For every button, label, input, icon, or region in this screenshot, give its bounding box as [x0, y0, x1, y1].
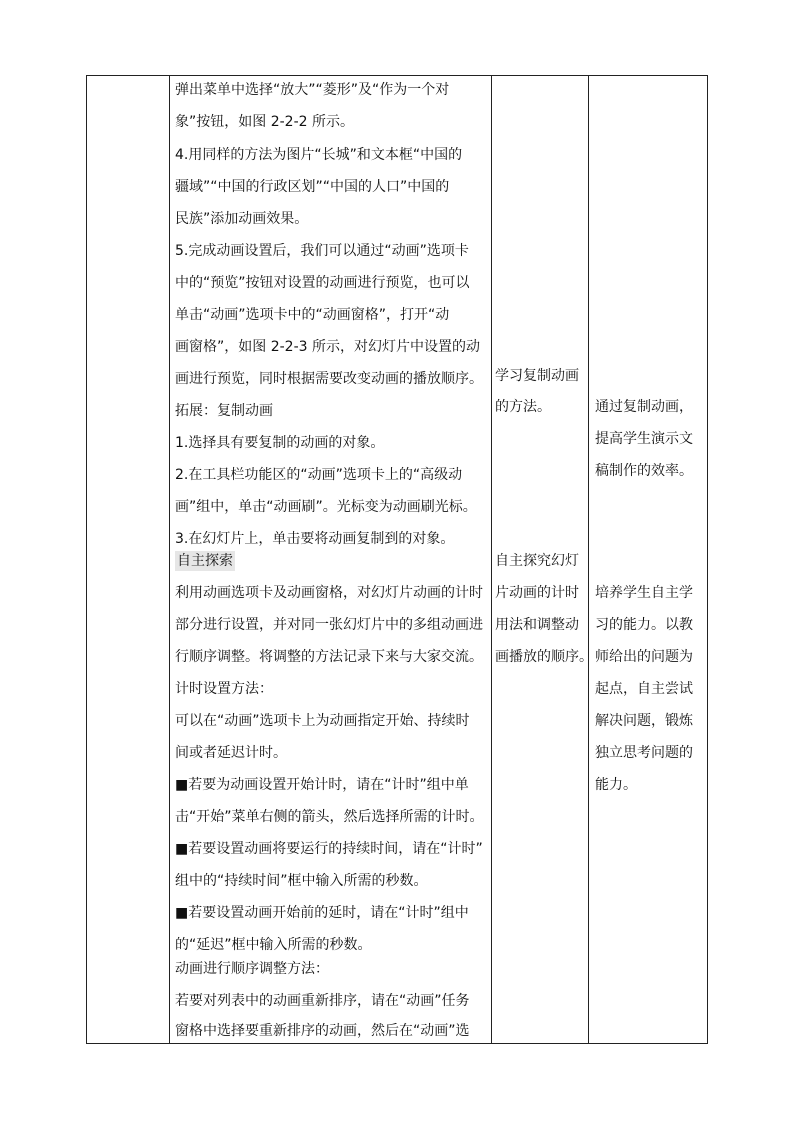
student-line: 的方法。 — [495, 399, 551, 415]
content-line: 1.选择具有要复制的动画的对象。 — [175, 435, 385, 451]
content-line: 5.完成动画设置后，我们可以通过“动画”选项卡 — [175, 243, 469, 259]
content-line: 击“开始”菜单右侧的箭头，然后选择所需的计时。 — [175, 809, 484, 825]
purpose-line: 起点，自主尝试 — [595, 681, 693, 697]
content-line: 4.用同样的方法为图片“长城”和文本框“中国的 — [175, 147, 463, 163]
content-line: 部分进行设置，并对同一张幻灯片中的多组动画进 — [175, 617, 483, 633]
student-line: 片动画的计时 — [495, 585, 579, 601]
teaching-content-cell — [169, 76, 491, 1043]
purpose-line: 习的能力。以教 — [595, 617, 693, 633]
content-line: 画”组中，单击“动画刷”。光标变为动画刷光标。 — [175, 499, 477, 515]
purpose-line: 独立思考问题的 — [595, 745, 693, 761]
purpose-line: 稿制作的效率。 — [595, 463, 693, 479]
content-line: 若要对列表中的动画重新排序，请在“动画”任务 — [175, 993, 470, 1009]
content-line: ■若要设置动画开始前的延时，请在“计时”组中 — [175, 905, 469, 921]
content-line: 3.在幻灯片上，单击要将动画复制到的对象。 — [175, 531, 455, 547]
section-heading: 计时设置方法： — [175, 681, 273, 697]
content-line: 利用动画选项卡及动画窗格，对幻灯片动画的计时 — [175, 585, 483, 601]
content-line: 2.在工具栏功能区的“动画”选项卡上的“高级动 — [175, 467, 463, 483]
content-line: ■若要为动画设置开始计时，请在“计时”组中单 — [175, 777, 469, 793]
content-line: 的“延迟”框中输入所需的秒数。 — [175, 937, 372, 953]
content-line: 单击“动画”选项卡中的“动画窗格”，打开“动 — [175, 307, 450, 323]
content-line: ■若要设置动画将要运行的持续时间，请在“计时” — [175, 841, 483, 857]
content-line: 民族”添加动画效果。 — [175, 211, 309, 227]
purpose-line: 师给出的问题为 — [595, 649, 693, 665]
section-heading: 动画进行顺序调整方法： — [175, 961, 329, 977]
student-line: 自主探究幻灯 — [495, 553, 579, 569]
purpose-line: 解决问题，锻炼 — [595, 713, 693, 729]
purpose-line: 能力。 — [595, 777, 637, 793]
purpose-line: 通过复制动画， — [595, 399, 693, 415]
student-activity-cell — [491, 76, 593, 1043]
student-line: 用法和调整动 — [495, 617, 579, 633]
purpose-line: 提高学生演示文 — [595, 431, 693, 447]
content-line: 弹出菜单中选择“放大”“菱形”及“作为一个对 — [175, 82, 450, 98]
teacher-col-cell — [87, 76, 169, 1043]
section-heading: 拓展：复制动画 — [175, 403, 273, 419]
content-line: 行顺序调整。将调整的方法记录下来与大家交流。 — [175, 649, 483, 665]
lesson-table — [86, 75, 708, 1044]
student-line: 画播放的顺序。 — [495, 649, 593, 665]
purpose-line: 培养学生自主学 — [595, 585, 693, 601]
content-line: 疆域”“中国的行政区划”“中国的人口”中国的 — [175, 179, 450, 195]
content-line: 窗格中选择要重新排序的动画，然后在“动画”选 — [175, 1023, 470, 1039]
content-line: 组中的“持续时间”框中输入所需的秒数。 — [175, 873, 428, 889]
section-heading-highlighted: 自主探索 — [177, 553, 233, 569]
content-line: 画窗格”，如图 2-2-3 所示，对幻灯片中设置的动 — [175, 339, 480, 355]
content-line: 可以在“动画”选项卡上为动画指定开始、持续时 — [175, 713, 470, 729]
content-line: 间或者延迟计时。 — [175, 745, 287, 761]
content-line: 象”按钮，如图 2-2-2 所示。 — [175, 114, 354, 130]
content-line: 画进行预览，同时根据需要改变动画的播放顺序。 — [175, 371, 483, 387]
design-purpose-cell — [588, 76, 708, 1043]
student-line: 学习复制动画 — [495, 368, 579, 384]
content-line: 中的“预览”按钮对设置的动画进行预览，也可以 — [175, 275, 470, 291]
